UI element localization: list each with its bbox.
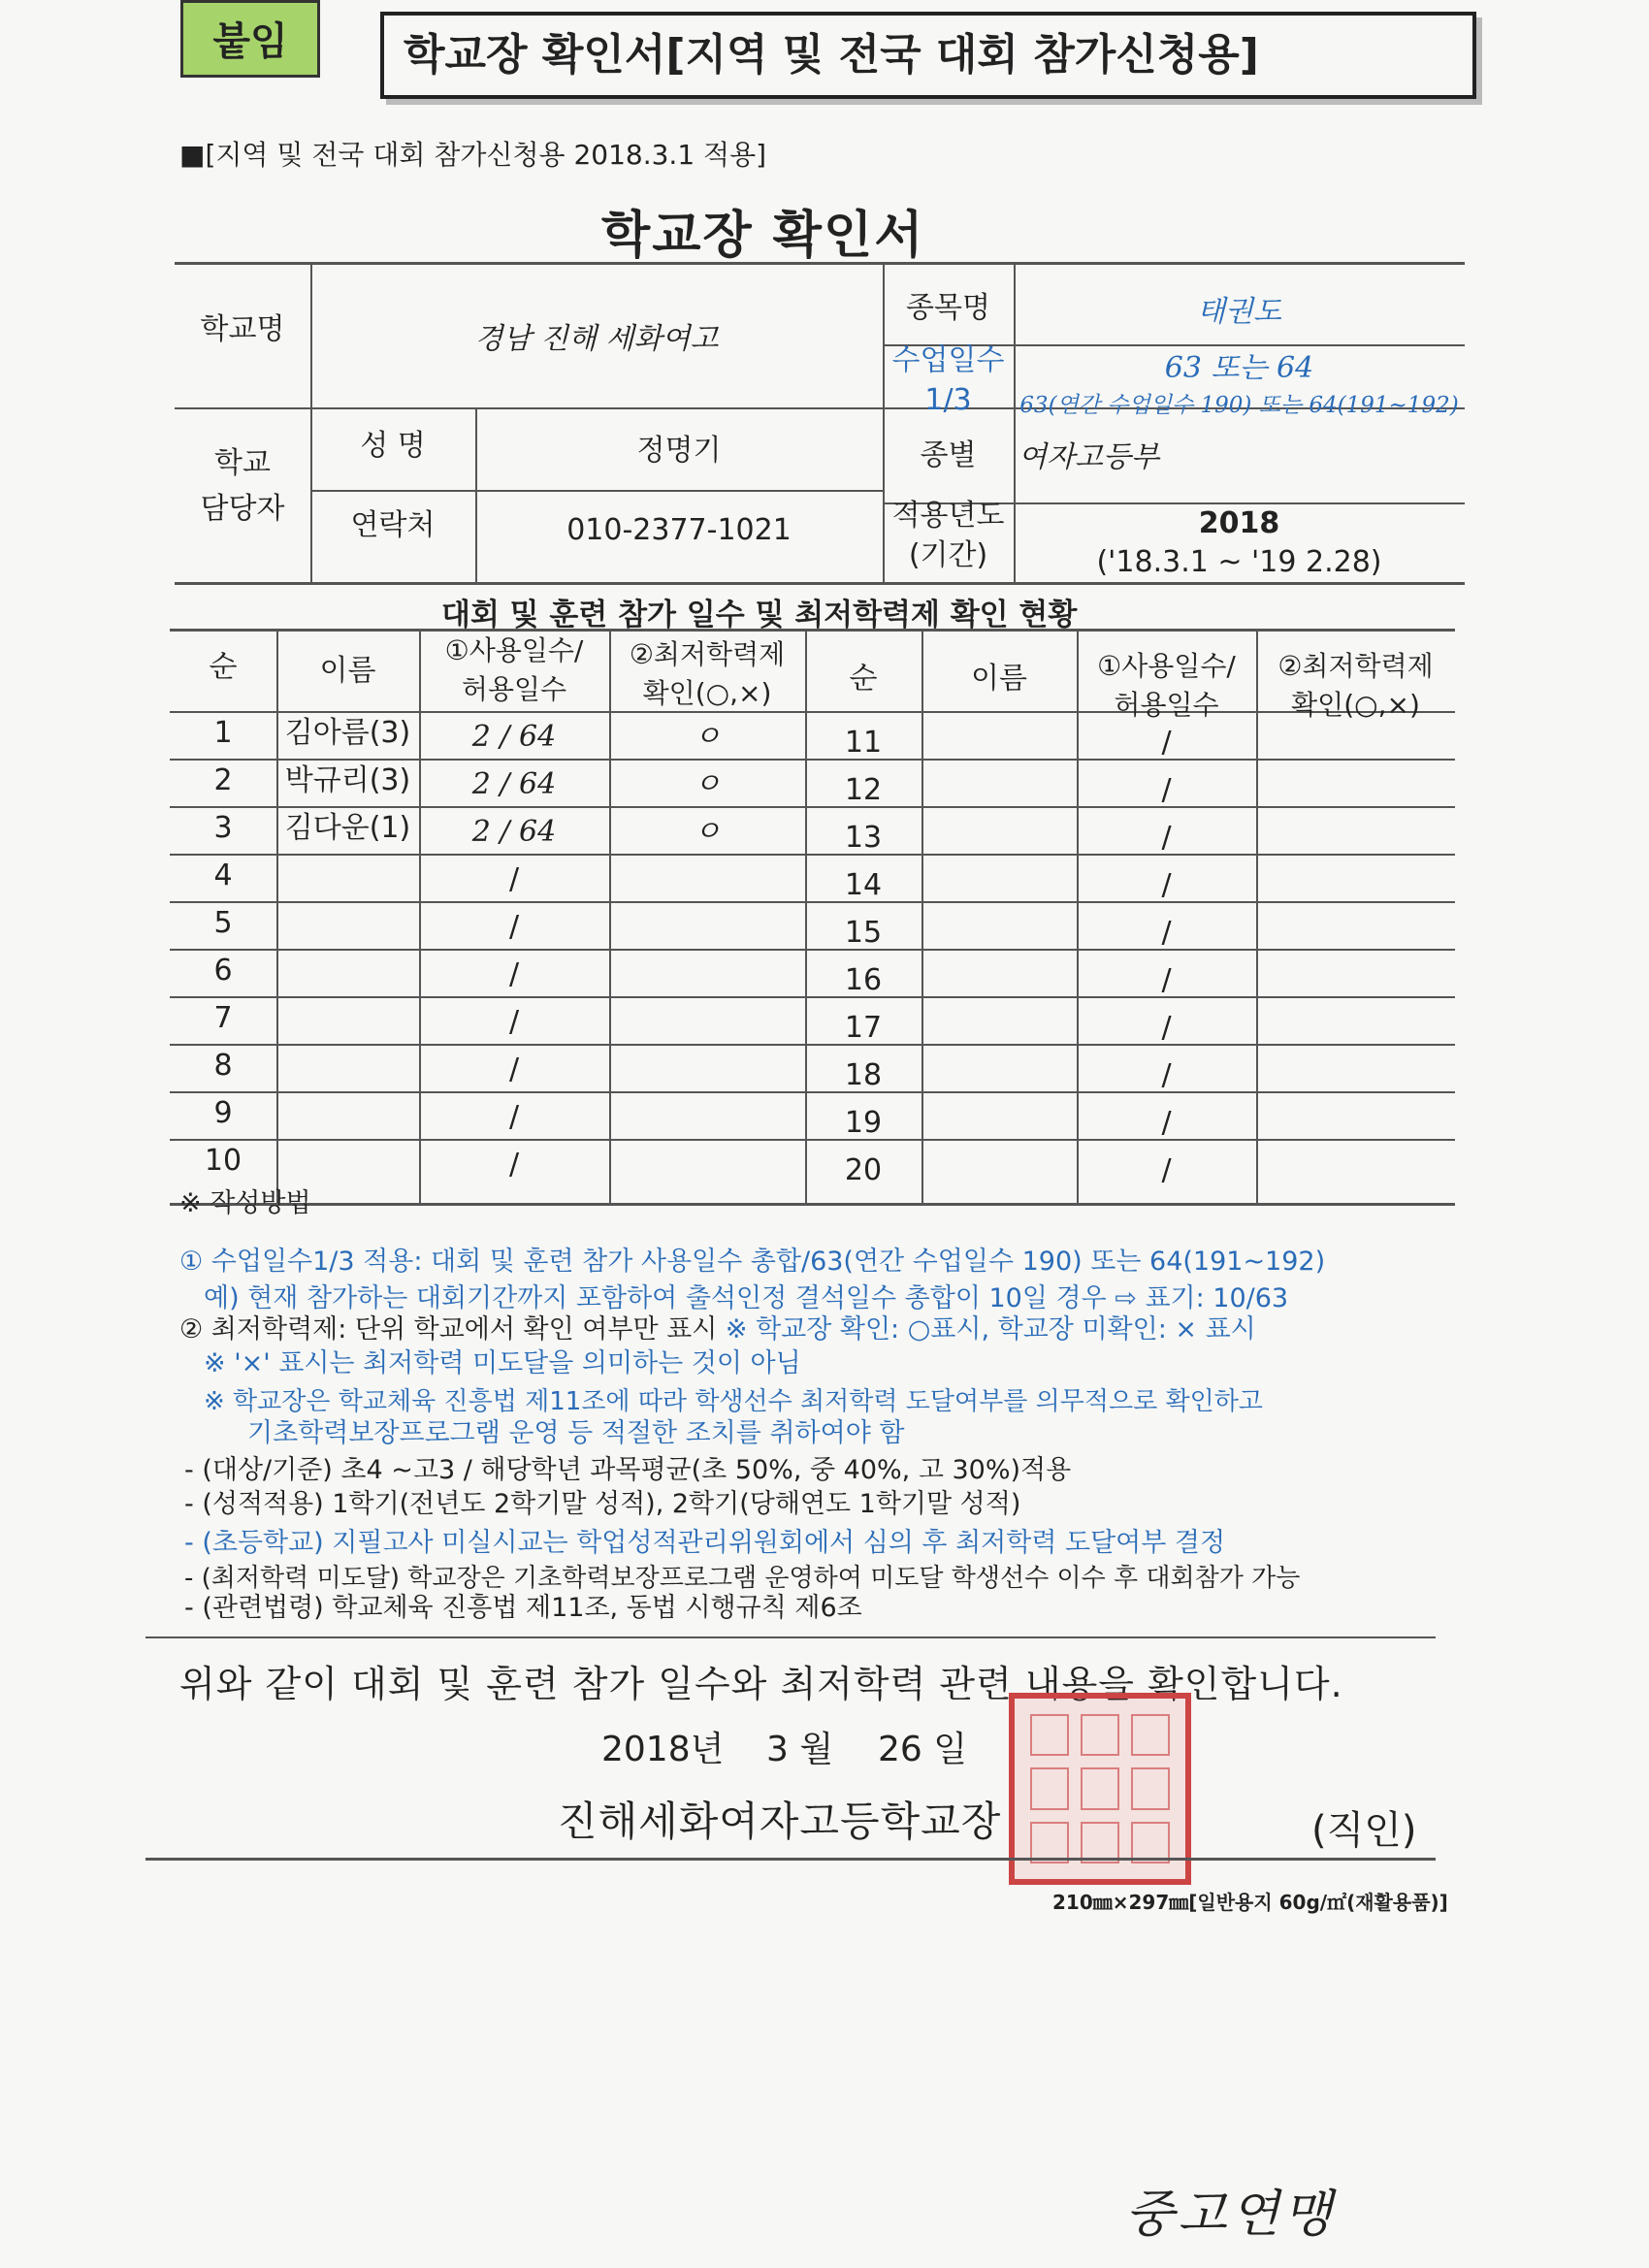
seal-label: (직인) xyxy=(1311,1808,1417,1853)
school-value: 경남 진해 세화여고 xyxy=(474,322,719,356)
note-b1: - (대상/기준) 초4 ~고3 / 해당학년 과목평균(초 50%, 중 40%, 고 30%)적용 xyxy=(184,1455,1072,1485)
row-no2: 11 xyxy=(844,726,883,760)
col-name-header: 이름 xyxy=(319,654,376,688)
category-value: 여자고등부 xyxy=(1018,440,1159,474)
row-no2: 13 xyxy=(844,821,883,855)
row-days2: / xyxy=(1161,963,1172,997)
handwritten-note: 중고연맹 xyxy=(1125,2186,1336,2244)
row-check: ㅇ xyxy=(693,767,722,801)
notes-heading: ※ 작성방법 xyxy=(179,1188,311,1218)
row-no: 5 xyxy=(213,906,233,940)
row-no: 3 xyxy=(213,811,233,845)
note-b3: - (초등학교) 지필고사 미실시교는 학업성적관리위원회에서 심의 후 최저학력 도달여부 결정 xyxy=(184,1528,1226,1558)
col-acad-header-1: ②최저학력제 xyxy=(629,638,786,670)
col-days-header-1: ①사용일수/ xyxy=(444,634,584,666)
row-days2: / xyxy=(1161,916,1172,950)
row-no2: 17 xyxy=(844,1011,883,1045)
row-days2: / xyxy=(1161,1011,1172,1045)
row-days: / xyxy=(508,1053,520,1086)
year-label-1: 적용년도 xyxy=(891,499,1005,533)
row-no2: 18 xyxy=(844,1058,883,1092)
row-days2: / xyxy=(1161,868,1172,902)
contact-label: 연락처 xyxy=(350,508,436,542)
confirm-text: 위와 같이 대회 및 훈련 참가 일수와 최저학력 관련 내용을 확인합니다. xyxy=(179,1663,1343,1705)
col-days2-header-2: 허용일수 xyxy=(1114,689,1219,721)
note-3: ※ '×' 표시는 최저학력 미도달을 의미하는 것이 아님 xyxy=(204,1348,801,1378)
note-b5: - (관련법령) 학교체육 진흥법 제11조, 동법 시행규칙 제6조 xyxy=(184,1593,862,1623)
contact-value: 010-2377-1021 xyxy=(566,513,792,547)
note-b2: - (성적적용) 1학기(전년도 2학기말 성적), 2학기(당해연도 1학기말 성적) xyxy=(184,1489,1021,1519)
col-acad-header-2: 확인(○,×) xyxy=(642,677,772,709)
row-name: 김다운(1) xyxy=(284,811,411,845)
col-days-header-2: 허용일수 xyxy=(461,673,567,705)
row-days2: / xyxy=(1161,1153,1172,1187)
row-days2: / xyxy=(1161,1058,1172,1092)
row-no2: 15 xyxy=(844,916,883,950)
row-days: / xyxy=(508,1005,520,1039)
note-2-prefix: ② 최저학력제: 단위 학교에서 확인 여부만 표시 xyxy=(179,1314,718,1345)
doc-title: 학교장 확인서 xyxy=(601,207,925,265)
year-label-2: (기간) xyxy=(908,538,988,572)
row-days: 2 / 64 xyxy=(471,815,557,849)
row-check: ㅇ xyxy=(693,720,722,754)
row-no2: 19 xyxy=(844,1106,883,1140)
note-2 xyxy=(179,1314,1256,1345)
staff-label-2: 담당자 xyxy=(200,492,285,526)
header-title: 학교장 확인서[지역 및 전국 대회 참가신청용] xyxy=(380,12,1476,99)
col-acad2-header-1: ②최저학력제 xyxy=(1277,650,1434,682)
event-value: 태권도 xyxy=(1197,295,1281,329)
col-no2-header: 순 xyxy=(849,662,878,696)
date-month: 3 월 xyxy=(766,1730,834,1769)
school-label: 학교명 xyxy=(200,312,285,346)
row-no2: 14 xyxy=(844,868,883,902)
notice-line: ■[지역 및 전국 대회 참가신청용 2018.3.1 적용] xyxy=(179,139,767,171)
row-no2: 20 xyxy=(844,1153,883,1187)
row-days: / xyxy=(508,1100,520,1134)
row-days: / xyxy=(508,910,520,944)
col-name2-header: 이름 xyxy=(971,662,1027,696)
row-days: / xyxy=(508,957,520,991)
event-label: 종목명 xyxy=(906,291,990,325)
row-days2: / xyxy=(1161,726,1172,760)
row-no: 6 xyxy=(213,954,233,988)
name-label: 성 명 xyxy=(360,429,426,463)
name-value: 정명기 xyxy=(636,434,722,468)
row-no: 1 xyxy=(213,716,233,750)
note-b4: - (최저학력 미도달) 학교장은 기초학력보장프로그램 운영하여 미도달 학생선수 이수 후 대회참가 가능 xyxy=(184,1564,1301,1593)
bottom-divider xyxy=(146,1858,1436,1861)
staff-label-1: 학교 xyxy=(214,446,271,480)
year-value-2: ('18.3.1 ~ '19 2.28) xyxy=(1096,545,1382,579)
days-label-2: 1/3 xyxy=(924,383,972,417)
col-days2-header-1: ①사용일수/ xyxy=(1097,650,1236,682)
row-no: 10 xyxy=(204,1144,242,1178)
note-1a: ① 수업일수1/3 적용: 대회 및 훈련 참가 사용일수 총합/63(연간 수업일수 190) 또는 64(191~192) xyxy=(179,1247,1326,1277)
note-2-suffix: ※ 학교장 확인: ○표시, 학교장 미확인: × 표시 xyxy=(717,1314,1256,1345)
row-days: / xyxy=(508,1148,520,1182)
row-days: 2 / 64 xyxy=(471,767,557,801)
days-value-1: 63 또는 64 xyxy=(1164,351,1314,385)
days-value-2: 63(연간 수업일수 190) 또는 64(191~192) xyxy=(1019,393,1459,418)
row-no: 8 xyxy=(213,1049,233,1083)
note-1b: 예) 현재 참가하는 대회기간까지 포함하여 출석인정 결석일수 총합이 10일 경우 ⇨ 표기: 10/63 xyxy=(204,1283,1289,1313)
row-days2: / xyxy=(1161,773,1172,807)
paper-spec: 210㎜×297㎜[일반용지 60g/㎡(재활용품)] xyxy=(1052,1891,1448,1914)
date-year: 2018년 xyxy=(601,1730,725,1769)
row-days2: / xyxy=(1161,1106,1172,1140)
row-no: 4 xyxy=(213,859,233,892)
year-value-1: 2018 xyxy=(1198,506,1280,540)
date-day: 26 일 xyxy=(878,1730,968,1769)
col-no-header: 순 xyxy=(209,650,238,684)
row-days2: / xyxy=(1161,821,1172,855)
school-seal-stamp xyxy=(1009,1693,1191,1885)
section-title: 대회 및 훈련 참가 일수 및 최저학력제 확인 현황 xyxy=(441,598,1078,632)
row-days: / xyxy=(508,862,520,896)
row-no2: 16 xyxy=(844,963,883,997)
row-days: 2 / 64 xyxy=(471,720,557,754)
days-label-1: 수업일수 xyxy=(891,343,1005,377)
row-check: ㅇ xyxy=(693,815,722,849)
note-4a: ※ 학교장은 학교체육 진흥법 제11조에 따라 학생선수 최저학력 도달여부를 의무적으로 확인하고 xyxy=(204,1387,1263,1416)
note-4b: 기초학력보장프로그램 운영 등 적절한 조치를 취하여야 함 xyxy=(247,1418,905,1448)
col-acad2-header-2: 확인(○,×) xyxy=(1291,689,1420,721)
row-no: 9 xyxy=(213,1096,233,1130)
row-name: 박규리(3) xyxy=(284,763,411,797)
category-label: 종별 xyxy=(920,438,977,472)
notes-divider xyxy=(146,1636,1436,1638)
attachment-tag: 붙임 xyxy=(180,0,320,78)
row-no: 2 xyxy=(213,763,233,797)
row-no: 7 xyxy=(213,1001,233,1035)
row-no2: 12 xyxy=(844,773,883,807)
principal-name: 진해세화여자고등학교장 xyxy=(558,1798,1002,1845)
row-name: 김아름(3) xyxy=(284,716,411,750)
